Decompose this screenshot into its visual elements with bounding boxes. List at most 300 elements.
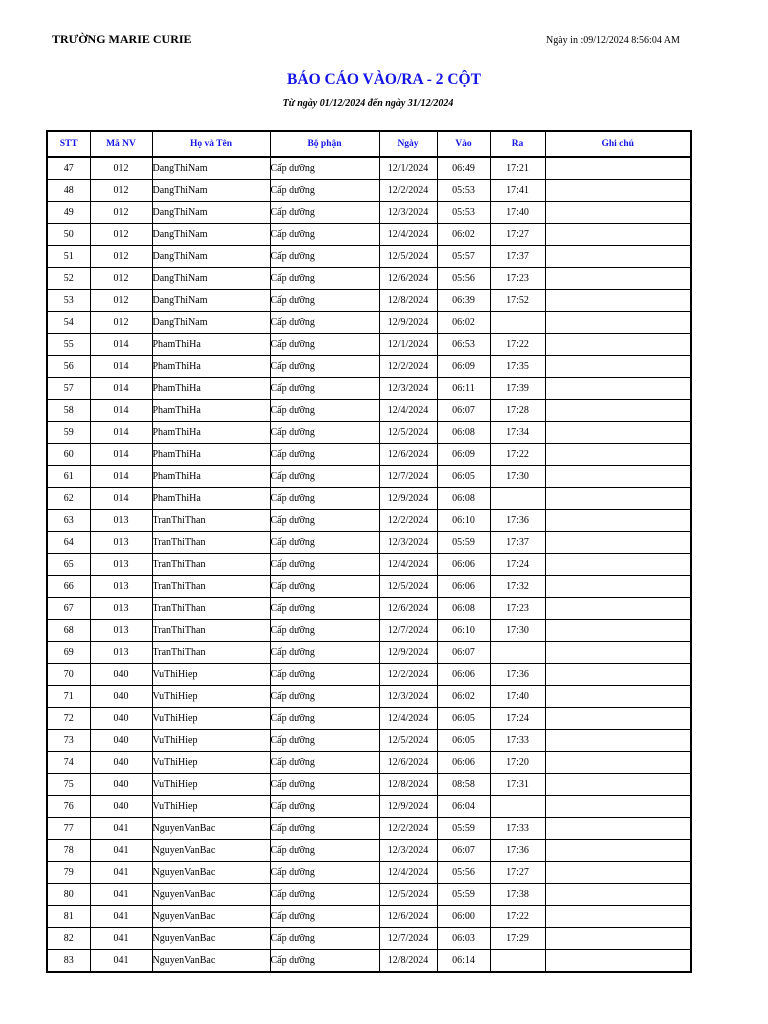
cell-time-in: 06:08	[437, 488, 490, 510]
cell-note	[545, 312, 691, 334]
cell-date: 12/7/2024	[379, 928, 437, 950]
col-header-date: Ngày	[379, 131, 437, 157]
cell-stt: 58	[47, 400, 90, 422]
cell-full-name: DangThiNam	[152, 180, 270, 202]
cell-employee-id: 040	[90, 664, 152, 686]
cell-full-name: PhamThiHa	[152, 378, 270, 400]
cell-note	[545, 157, 691, 180]
table-row	[47, 157, 691, 180]
cell-employee-id: 040	[90, 686, 152, 708]
cell-date: 12/5/2024	[379, 422, 437, 444]
cell-department: Cấp dưỡng	[270, 730, 379, 752]
cell-time-out: 17:27	[490, 862, 545, 884]
table-row	[47, 268, 691, 290]
cell-full-name: VuThiHiep	[152, 708, 270, 730]
cell-stt: 47	[47, 157, 90, 180]
cell-time-out	[490, 488, 545, 510]
cell-time-in: 06:53	[437, 334, 490, 356]
cell-full-name: PhamThiHa	[152, 488, 270, 510]
cell-date: 12/4/2024	[379, 554, 437, 576]
cell-employee-id: 013	[90, 532, 152, 554]
cell-time-in: 06:08	[437, 598, 490, 620]
cell-department: Cấp dưỡng	[270, 466, 379, 488]
cell-time-out: 17:33	[490, 818, 545, 840]
cell-department: Cấp dưỡng	[270, 224, 379, 246]
cell-stt: 78	[47, 840, 90, 862]
cell-stt: 57	[47, 378, 90, 400]
cell-time-out: 17:37	[490, 532, 545, 554]
cell-department: Cấp dưỡng	[270, 862, 379, 884]
cell-note	[545, 334, 691, 356]
cell-employee-id: 013	[90, 554, 152, 576]
table-row	[47, 620, 691, 642]
cell-employee-id: 041	[90, 840, 152, 862]
cell-time-out: 17:32	[490, 576, 545, 598]
cell-time-in: 05:53	[437, 180, 490, 202]
cell-full-name: TranThiThan	[152, 598, 270, 620]
table-row	[47, 334, 691, 356]
cell-full-name: PhamThiHa	[152, 334, 270, 356]
cell-department: Cấp dưỡng	[270, 708, 379, 730]
col-header-time-out: Ra	[490, 131, 545, 157]
cell-full-name: DangThiNam	[152, 224, 270, 246]
table-body	[47, 157, 691, 972]
cell-department: Cấp dưỡng	[270, 664, 379, 686]
cell-note	[545, 796, 691, 818]
cell-department: Cấp dưỡng	[270, 620, 379, 642]
table-row	[47, 840, 691, 862]
cell-time-in: 06:08	[437, 422, 490, 444]
cell-date: 12/4/2024	[379, 708, 437, 730]
table-row	[47, 532, 691, 554]
cell-note	[545, 598, 691, 620]
cell-stt: 63	[47, 510, 90, 532]
cell-time-in: 08:58	[437, 774, 490, 796]
cell-date: 12/1/2024	[379, 157, 437, 180]
cell-date: 12/6/2024	[379, 268, 437, 290]
cell-stt: 74	[47, 752, 90, 774]
cell-note	[545, 202, 691, 224]
cell-time-out: 17:22	[490, 444, 545, 466]
cell-department: Cấp dưỡng	[270, 378, 379, 400]
cell-time-out: 17:35	[490, 356, 545, 378]
cell-time-in: 06:07	[437, 400, 490, 422]
cell-date: 12/4/2024	[379, 224, 437, 246]
table-row	[47, 378, 691, 400]
cell-note	[545, 378, 691, 400]
cell-department: Cấp dưỡng	[270, 356, 379, 378]
cell-date: 12/4/2024	[379, 862, 437, 884]
table-row	[47, 796, 691, 818]
cell-full-name: DangThiNam	[152, 290, 270, 312]
cell-time-in: 06:00	[437, 906, 490, 928]
table-row	[47, 400, 691, 422]
cell-department: Cấp dưỡng	[270, 686, 379, 708]
cell-note	[545, 400, 691, 422]
cell-time-in: 06:10	[437, 510, 490, 532]
cell-note	[545, 466, 691, 488]
cell-stt: 69	[47, 642, 90, 664]
cell-employee-id: 014	[90, 400, 152, 422]
table-row	[47, 598, 691, 620]
cell-time-out: 17:22	[490, 906, 545, 928]
attendance-table	[46, 130, 692, 973]
table-row	[47, 774, 691, 796]
cell-department: Cấp dưỡng	[270, 422, 379, 444]
table-row	[47, 356, 691, 378]
cell-full-name: NguyenVanBac	[152, 862, 270, 884]
cell-time-in: 05:56	[437, 268, 490, 290]
cell-department: Cấp dưỡng	[270, 202, 379, 224]
cell-stt: 70	[47, 664, 90, 686]
cell-employee-id: 040	[90, 752, 152, 774]
cell-stt: 68	[47, 620, 90, 642]
cell-stt: 59	[47, 422, 90, 444]
cell-employee-id: 012	[90, 157, 152, 180]
cell-employee-id: 012	[90, 312, 152, 334]
cell-time-out: 17:37	[490, 246, 545, 268]
cell-date: 12/4/2024	[379, 400, 437, 422]
cell-time-in: 06:06	[437, 752, 490, 774]
cell-time-in: 05:59	[437, 884, 490, 906]
cell-full-name: DangThiNam	[152, 268, 270, 290]
cell-full-name: TranThiThan	[152, 642, 270, 664]
cell-time-out	[490, 312, 545, 334]
table-row	[47, 862, 691, 884]
cell-stt: 73	[47, 730, 90, 752]
cell-time-in: 06:02	[437, 224, 490, 246]
cell-time-out: 17:22	[490, 334, 545, 356]
cell-employee-id: 041	[90, 950, 152, 973]
cell-note	[545, 554, 691, 576]
cell-stt: 65	[47, 554, 90, 576]
cell-time-in: 06:02	[437, 312, 490, 334]
cell-time-out: 17:27	[490, 224, 545, 246]
cell-stt: 64	[47, 532, 90, 554]
cell-time-out: 17:31	[490, 774, 545, 796]
cell-note	[545, 268, 691, 290]
cell-time-out	[490, 950, 545, 973]
table-row	[47, 202, 691, 224]
cell-employee-id: 013	[90, 510, 152, 532]
cell-stt: 52	[47, 268, 90, 290]
cell-full-name: VuThiHiep	[152, 686, 270, 708]
cell-department: Cấp dưỡng	[270, 444, 379, 466]
cell-note	[545, 664, 691, 686]
cell-time-in: 06:11	[437, 378, 490, 400]
cell-stt: 79	[47, 862, 90, 884]
cell-time-out: 17:28	[490, 400, 545, 422]
cell-stt: 55	[47, 334, 90, 356]
cell-department: Cấp dưỡng	[270, 532, 379, 554]
table-row	[47, 180, 691, 202]
cell-time-out: 17:39	[490, 378, 545, 400]
cell-department: Cấp dưỡng	[270, 290, 379, 312]
cell-time-in: 06:06	[437, 664, 490, 686]
cell-time-in: 06:05	[437, 466, 490, 488]
cell-stt: 82	[47, 928, 90, 950]
cell-time-out: 17:34	[490, 422, 545, 444]
cell-department: Cấp dưỡng	[270, 554, 379, 576]
table-row	[47, 818, 691, 840]
cell-stt: 56	[47, 356, 90, 378]
cell-time-out: 17:38	[490, 884, 545, 906]
cell-time-in: 05:59	[437, 818, 490, 840]
cell-employee-id: 040	[90, 730, 152, 752]
cell-stt: 54	[47, 312, 90, 334]
cell-stt: 80	[47, 884, 90, 906]
cell-note	[545, 708, 691, 730]
cell-employee-id: 013	[90, 642, 152, 664]
cell-date: 12/6/2024	[379, 752, 437, 774]
cell-date: 12/9/2024	[379, 488, 437, 510]
cell-note	[545, 180, 691, 202]
cell-note	[545, 730, 691, 752]
cell-employee-id: 041	[90, 928, 152, 950]
cell-time-in: 06:06	[437, 576, 490, 598]
cell-full-name: NguyenVanBac	[152, 928, 270, 950]
cell-employee-id: 014	[90, 466, 152, 488]
cell-full-name: TranThiThan	[152, 576, 270, 598]
cell-note	[545, 862, 691, 884]
cell-time-in: 06:09	[437, 356, 490, 378]
cell-date: 12/3/2024	[379, 840, 437, 862]
cell-full-name: DangThiNam	[152, 246, 270, 268]
cell-note	[545, 422, 691, 444]
cell-date: 12/7/2024	[379, 620, 437, 642]
cell-stt: 83	[47, 950, 90, 973]
cell-date: 12/2/2024	[379, 510, 437, 532]
cell-employee-id: 014	[90, 488, 152, 510]
table-row	[47, 686, 691, 708]
cell-department: Cấp dưỡng	[270, 488, 379, 510]
cell-note	[545, 246, 691, 268]
col-header-stt: STT	[47, 131, 90, 157]
cell-full-name: VuThiHiep	[152, 796, 270, 818]
cell-employee-id: 013	[90, 576, 152, 598]
cell-time-out: 17:41	[490, 180, 545, 202]
cell-time-in: 05:53	[437, 202, 490, 224]
cell-time-in: 05:59	[437, 532, 490, 554]
cell-time-in: 05:57	[437, 246, 490, 268]
cell-time-in: 06:39	[437, 290, 490, 312]
cell-date: 12/6/2024	[379, 598, 437, 620]
cell-time-out: 17:40	[490, 202, 545, 224]
cell-department: Cấp dưỡng	[270, 180, 379, 202]
cell-note	[545, 488, 691, 510]
cell-time-out: 17:36	[490, 664, 545, 686]
cell-full-name: VuThiHiep	[152, 774, 270, 796]
table-row	[47, 554, 691, 576]
table-row	[47, 950, 691, 973]
cell-stt: 48	[47, 180, 90, 202]
cell-date: 12/5/2024	[379, 576, 437, 598]
cell-note	[545, 818, 691, 840]
table-row	[47, 466, 691, 488]
cell-date: 12/5/2024	[379, 730, 437, 752]
cell-time-in: 06:09	[437, 444, 490, 466]
cell-time-in: 06:05	[437, 708, 490, 730]
cell-stt: 49	[47, 202, 90, 224]
table-row	[47, 928, 691, 950]
cell-full-name: NguyenVanBac	[152, 884, 270, 906]
cell-department: Cấp dưỡng	[270, 950, 379, 973]
cell-time-in: 06:06	[437, 554, 490, 576]
cell-employee-id: 013	[90, 598, 152, 620]
table-row	[47, 290, 691, 312]
cell-full-name: DangThiNam	[152, 202, 270, 224]
cell-stt: 72	[47, 708, 90, 730]
report-title: BÁO CÁO VÀO/RA - 2 CỘT	[287, 71, 481, 88]
cell-department: Cấp dưỡng	[270, 510, 379, 532]
table-row	[47, 730, 691, 752]
col-header-employee-id: Mã NV	[90, 131, 152, 157]
cell-time-out: 17:29	[490, 928, 545, 950]
table-row	[47, 752, 691, 774]
cell-note	[545, 950, 691, 973]
cell-date: 12/8/2024	[379, 290, 437, 312]
cell-department: Cấp dưỡng	[270, 312, 379, 334]
cell-full-name: DangThiNam	[152, 157, 270, 180]
col-header-department: Bộ phận	[270, 131, 379, 157]
cell-time-out: 17:52	[490, 290, 545, 312]
cell-time-out: 17:23	[490, 268, 545, 290]
cell-full-name: DangThiNam	[152, 312, 270, 334]
cell-employee-id: 041	[90, 884, 152, 906]
cell-full-name: TranThiThan	[152, 510, 270, 532]
cell-note	[545, 928, 691, 950]
cell-date: 12/2/2024	[379, 180, 437, 202]
cell-full-name: PhamThiHa	[152, 444, 270, 466]
school-name: TRƯỜNG MARIE CURIE	[52, 32, 192, 46]
cell-stt: 75	[47, 774, 90, 796]
cell-date: 12/3/2024	[379, 202, 437, 224]
cell-department: Cấp dưỡng	[270, 818, 379, 840]
cell-stt: 67	[47, 598, 90, 620]
cell-department: Cấp dưỡng	[270, 334, 379, 356]
cell-department: Cấp dưỡng	[270, 268, 379, 290]
cell-date: 12/3/2024	[379, 532, 437, 554]
cell-full-name: TranThiThan	[152, 532, 270, 554]
cell-note	[545, 532, 691, 554]
table-header-row	[47, 131, 691, 157]
cell-stt: 50	[47, 224, 90, 246]
cell-date: 12/6/2024	[379, 444, 437, 466]
cell-time-in: 06:49	[437, 157, 490, 180]
cell-note	[545, 576, 691, 598]
cell-note	[545, 840, 691, 862]
cell-full-name: NguyenVanBac	[152, 840, 270, 862]
cell-full-name: PhamThiHa	[152, 422, 270, 444]
cell-full-name: PhamThiHa	[152, 400, 270, 422]
cell-stt: 76	[47, 796, 90, 818]
cell-date: 12/9/2024	[379, 312, 437, 334]
cell-department: Cấp dưỡng	[270, 796, 379, 818]
cell-department: Cấp dưỡng	[270, 400, 379, 422]
cell-full-name: VuThiHiep	[152, 664, 270, 686]
table-row	[47, 906, 691, 928]
cell-employee-id: 014	[90, 444, 152, 466]
cell-time-out: 17:23	[490, 598, 545, 620]
cell-stt: 53	[47, 290, 90, 312]
cell-date: 12/2/2024	[379, 356, 437, 378]
table-row	[47, 224, 691, 246]
table-row	[47, 312, 691, 334]
cell-time-out: 17:36	[490, 510, 545, 532]
cell-date: 12/9/2024	[379, 642, 437, 664]
cell-time-in: 06:14	[437, 950, 490, 973]
cell-employee-id: 013	[90, 620, 152, 642]
cell-department: Cấp dưỡng	[270, 246, 379, 268]
cell-note	[545, 510, 691, 532]
cell-employee-id: 012	[90, 268, 152, 290]
cell-time-in: 05:56	[437, 862, 490, 884]
table-row	[47, 422, 691, 444]
table-row	[47, 884, 691, 906]
cell-time-in: 06:10	[437, 620, 490, 642]
cell-date: 12/6/2024	[379, 906, 437, 928]
cell-employee-id: 014	[90, 356, 152, 378]
cell-time-in: 06:03	[437, 928, 490, 950]
cell-note	[545, 444, 691, 466]
cell-employee-id: 041	[90, 862, 152, 884]
table-row	[47, 664, 691, 686]
table-row	[47, 708, 691, 730]
cell-date: 12/3/2024	[379, 378, 437, 400]
cell-employee-id: 040	[90, 774, 152, 796]
cell-employee-id: 040	[90, 708, 152, 730]
report-date-range: Từ ngày 01/12/2024 đến ngày 31/12/2024	[282, 98, 454, 109]
cell-date: 12/5/2024	[379, 884, 437, 906]
cell-stt: 71	[47, 686, 90, 708]
cell-full-name: VuThiHiep	[152, 752, 270, 774]
cell-note	[545, 620, 691, 642]
cell-time-out: 17:20	[490, 752, 545, 774]
cell-department: Cấp dưỡng	[270, 774, 379, 796]
table-row	[47, 444, 691, 466]
cell-time-out: 17:36	[490, 840, 545, 862]
cell-date: 12/2/2024	[379, 664, 437, 686]
cell-time-out	[490, 796, 545, 818]
cell-department: Cấp dưỡng	[270, 928, 379, 950]
cell-note	[545, 774, 691, 796]
cell-time-out	[490, 642, 545, 664]
cell-note	[545, 686, 691, 708]
cell-time-in: 06:05	[437, 730, 490, 752]
cell-note	[545, 290, 691, 312]
cell-full-name: VuThiHiep	[152, 730, 270, 752]
cell-stt: 60	[47, 444, 90, 466]
cell-department: Cấp dưỡng	[270, 642, 379, 664]
cell-date: 12/3/2024	[379, 686, 437, 708]
table-row	[47, 246, 691, 268]
cell-date: 12/9/2024	[379, 796, 437, 818]
cell-employee-id: 041	[90, 818, 152, 840]
cell-time-out: 17:40	[490, 686, 545, 708]
cell-department: Cấp dưỡng	[270, 752, 379, 774]
col-header-time-in: Vào	[437, 131, 490, 157]
cell-time-in: 06:02	[437, 686, 490, 708]
cell-time-out: 17:21	[490, 157, 545, 180]
cell-note	[545, 356, 691, 378]
cell-full-name: TranThiThan	[152, 554, 270, 576]
cell-stt: 81	[47, 906, 90, 928]
cell-department: Cấp dưỡng	[270, 906, 379, 928]
cell-note	[545, 906, 691, 928]
cell-note	[545, 642, 691, 664]
cell-date: 12/5/2024	[379, 246, 437, 268]
cell-employee-id: 012	[90, 290, 152, 312]
